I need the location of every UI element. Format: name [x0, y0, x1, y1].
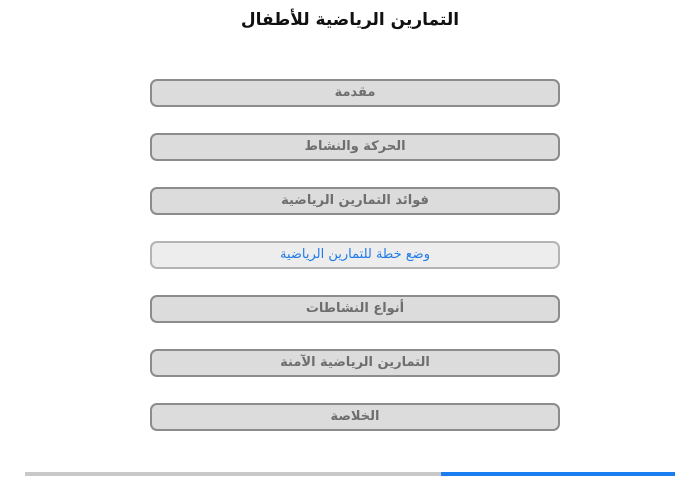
- lesson-menu: [150, 79, 560, 457]
- progress-bar: [25, 472, 675, 476]
- menu-item-summary[interactable]: الخلاصة: [150, 403, 560, 431]
- menu-item-exercise-plan[interactable]: وضع خطة للتمارين الرياضية: [150, 241, 560, 269]
- progress-bar-fill: [441, 472, 675, 476]
- page-title: التمارين الرياضية للأطفال: [240, 10, 460, 30]
- menu-item-activity-types[interactable]: أنواع النشاطات: [150, 295, 560, 323]
- menu-item-safe-exercises[interactable]: التمارين الرياضية الآمنة: [150, 349, 560, 377]
- menu-item-exercise-benefits[interactable]: فوائد التمارين الرياضية: [150, 187, 560, 215]
- menu-item-introduction[interactable]: مقدمة: [150, 79, 560, 107]
- menu-item-movement-activity[interactable]: الحركة والنشاط: [150, 133, 560, 161]
